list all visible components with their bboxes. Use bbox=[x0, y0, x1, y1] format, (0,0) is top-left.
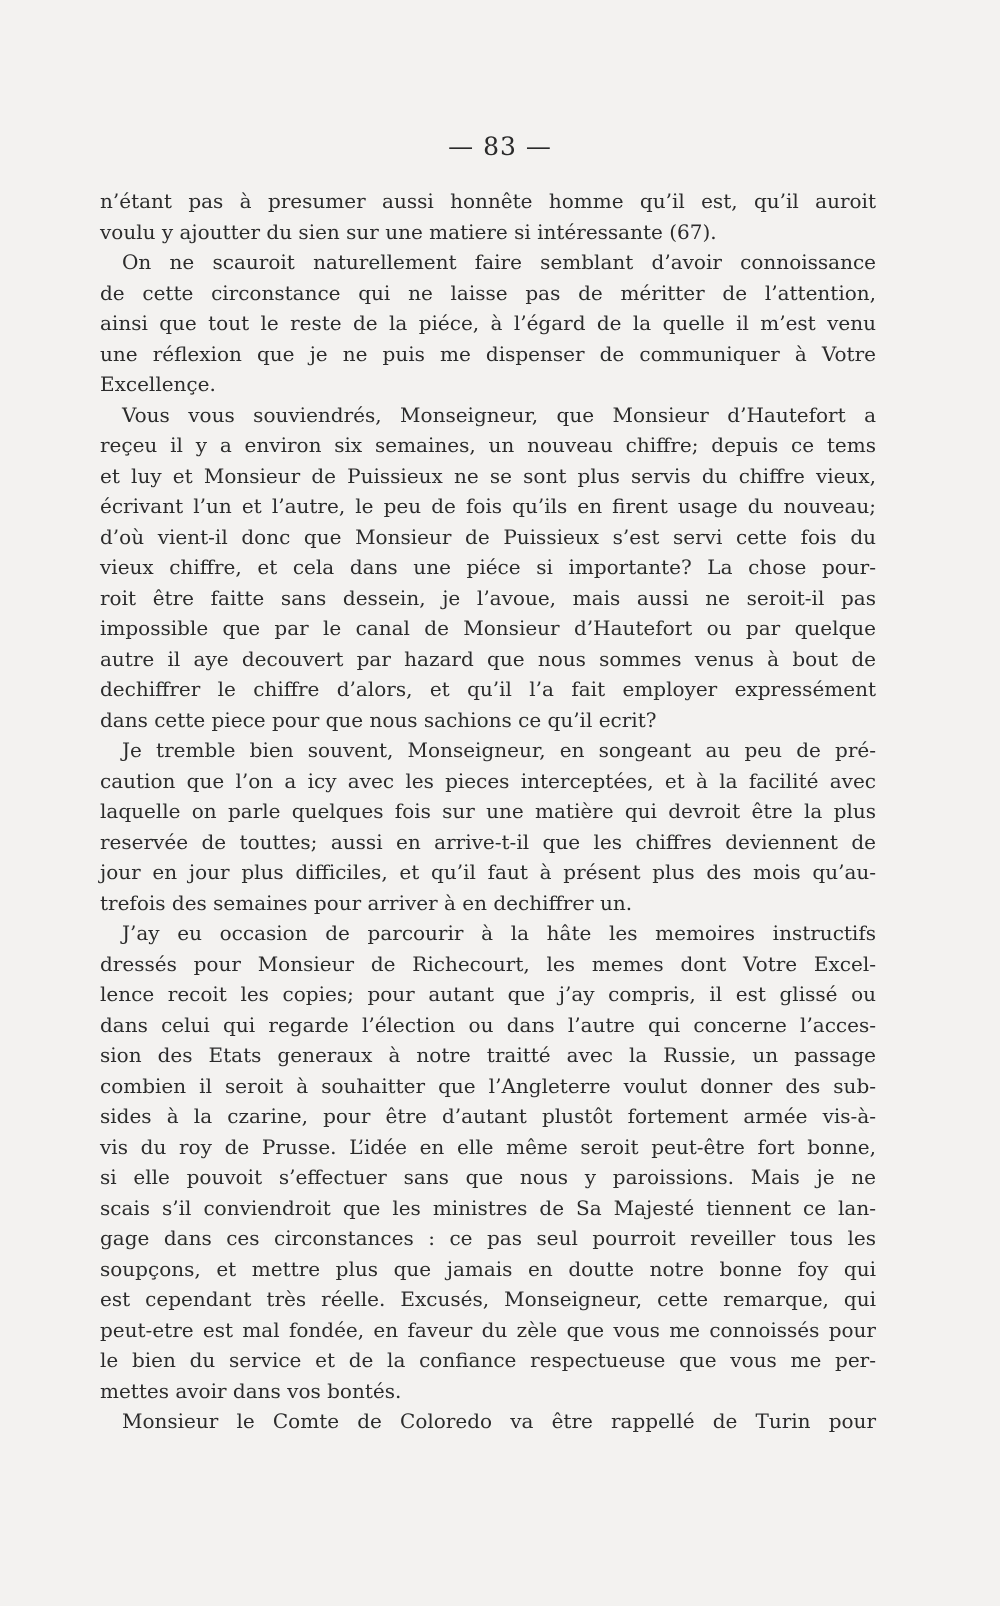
text-line: J’ay eu occasion de parcourir à la hâte les memoires instructifs bbox=[122, 921, 876, 945]
text-line: si elle pouvoit s’effectuer sans que nous y paroissions. Mais je ne bbox=[100, 1165, 876, 1189]
text-line: de cette circonstance qui ne laisse pas de méritter de l’attention, bbox=[100, 280, 876, 305]
body-text bbox=[100, 186, 876, 1437]
text-line: reçeu il y a environ six semaines, un nouveau chiffre; depuis ce tems bbox=[100, 433, 876, 457]
text-line: et luy et Monsieur de Puissieux ne se sont plus servis du chiffre vieux, bbox=[100, 463, 876, 488]
text-line: Excellençe. bbox=[100, 372, 216, 396]
text-line: mettes avoir dans vos bontés. bbox=[100, 1378, 402, 1403]
text-line: écrivant l’un et l’autre, le peu de fois qu’ils en firent usage du nouveau; bbox=[100, 494, 876, 518]
text-line: laquelle on parle quelques fois sur une matière qui devroit être la plus bbox=[100, 799, 876, 823]
text-line: n’étant pas à presumer aussi honnête homme qu’il est, qu’il auroit bbox=[100, 189, 876, 213]
text-line: ainsi que tout le reste de la piéce, à l’égard de la quelle il m’est venu bbox=[100, 311, 876, 335]
text-line: voulu y ajoutter du sien sur une matiere si intéressante (67). bbox=[100, 219, 717, 244]
text-line: dans celui qui regarde l’élection ou dans l’autre qui concerne l’acces- bbox=[100, 1012, 876, 1037]
text-line: Monsieur le Comte de Coloredo va être rappellé de Turin pour bbox=[122, 1409, 876, 1433]
text-line: combien il seroit à souhaitter que l’Angleterre voulut donner des sub- bbox=[100, 1073, 876, 1098]
text-line: est cependant très réelle. Excusés, Monseigneur, cette remarque, qui bbox=[100, 1287, 876, 1311]
text-line: soupçons, et mettre plus que jamais en doutte notre bonne foy qui bbox=[100, 1256, 876, 1281]
text-line: scais s’il conviendroit que les ministres de Sa Majesté tiennent ce lan- bbox=[100, 1195, 876, 1220]
page-number: — 83 — bbox=[448, 132, 552, 161]
text-line: sion des Etats generaux à notre traitté avec la Russie, un passage bbox=[100, 1043, 876, 1067]
text-line: jour en jour plus difficiles, et qu’il faut à présent plus des mois qu’au- bbox=[100, 860, 876, 884]
text-line: autre il aye decouvert par hazard que nous sommes venus à bout de bbox=[100, 646, 876, 671]
text-line: impossible que par le canal de Monsieur d’Hautefort ou par quelque bbox=[100, 616, 876, 640]
text-line: trefois des semaines pour arriver à en dechiffrer un. bbox=[100, 890, 633, 915]
text-line: d’où vient-il donc que Monsieur de Puissieux s’est servi cette fois du bbox=[100, 524, 876, 549]
text-line: sides à la czarine, pour être d’autant plustôt fortement armée vis-à- bbox=[100, 1104, 876, 1128]
text-line: une réflexion que je ne puis me dispenser de communiquer à Votre bbox=[100, 341, 876, 366]
text-line: vieux chiffre, et cela dans une piéce si importante? La chose pour- bbox=[100, 555, 876, 579]
text-line: gage dans ces circonstances : ce pas seul pourroit reveiller tous les bbox=[100, 1226, 876, 1250]
text-line: lence recoit les copies; pour autant que j’ay compris, il est glissé ou bbox=[100, 982, 876, 1006]
text-line: peut-etre est mal fondée, en faveur du zèle que vous me connoissés pour bbox=[100, 1317, 876, 1342]
text-line: dans cette piece pour que nous sachions ce qu’il ecrit? bbox=[100, 707, 657, 732]
text-line: Je tremble bien souvent, Monseigneur, en songeant au peu de pré- bbox=[122, 738, 876, 762]
text-line: caution que l’on a icy avec les pieces interceptées, et à la facilité avec bbox=[100, 768, 876, 793]
text-line: On ne scauroit naturellement faire semblant d’avoir connoissance bbox=[122, 250, 876, 274]
text-line: roit être faitte sans dessein, je l’avoue, mais aussi ne seroit-il pas bbox=[100, 585, 876, 610]
text-line: Vous vous souviendrés, Monseigneur, que Monsieur d’Hautefort a bbox=[122, 402, 876, 427]
text-line: le bien du service et de la confiance respectueuse que vous me per- bbox=[100, 1348, 876, 1372]
text-line: reservée de touttes; aussi en arrive-t-il que les chiffres deviennent de bbox=[100, 829, 876, 854]
text-line: vis du roy de Prusse. L’idée en elle même seroit peut-être fort bonne, bbox=[100, 1134, 876, 1159]
text-line: dechiffrer le chiffre d’alors, et qu’il l’a fait employer expressément bbox=[100, 677, 876, 701]
text-line: dressés pour Monsieur de Richecourt, les memes dont Votre Excel- bbox=[100, 951, 876, 976]
